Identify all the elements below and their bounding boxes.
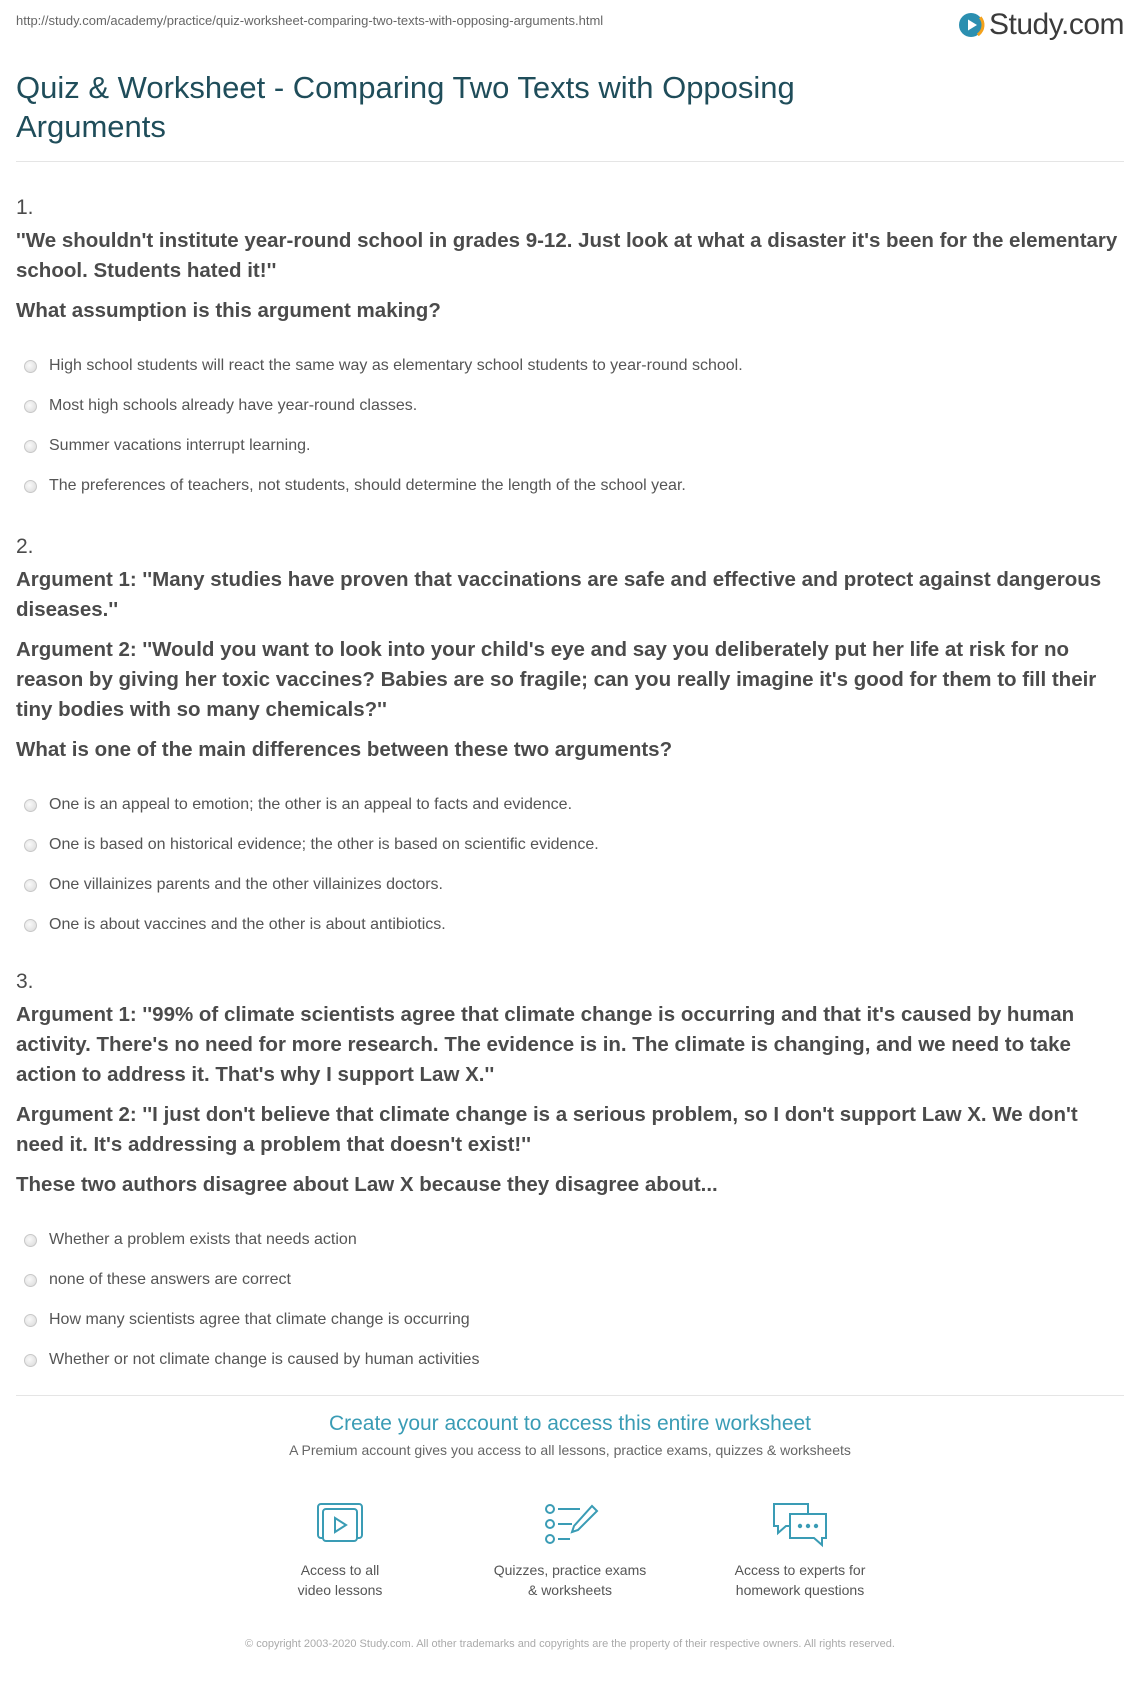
answer-option[interactable] bbox=[16, 1260, 1124, 1300]
answer-label: Whether a problem exists that needs action bbox=[49, 1231, 357, 1248]
question-text bbox=[16, 565, 1124, 765]
radio-button[interactable] bbox=[24, 1234, 37, 1247]
top-bar bbox=[16, 8, 1124, 42]
question-prompt: These two authors disagree about Law X because they disagree about... bbox=[16, 1173, 718, 1196]
radio-button[interactable] bbox=[24, 1274, 37, 1287]
question-number: 3. bbox=[16, 970, 34, 993]
answer-label: The preferences of teachers, not students, should determine the length of the school year. bbox=[49, 477, 686, 494]
answer-option[interactable] bbox=[16, 825, 1124, 865]
study-logo[interactable] bbox=[957, 8, 1124, 42]
answer-option[interactable] bbox=[16, 426, 1124, 466]
question-prompt: What assumption is this argument making? bbox=[16, 299, 441, 322]
radio-button[interactable] bbox=[24, 360, 37, 373]
question-1 bbox=[16, 196, 1124, 506]
answer-options bbox=[16, 346, 1124, 506]
answer-label: High school students will react the same way as elementary school students to year-round school. bbox=[49, 357, 743, 374]
feature-label bbox=[485, 1560, 655, 1600]
copyright-footer: © copyright 2003-2020 Study.com. All other trademarks and copyrights are the property of their respective owners. All rights reserved. bbox=[245, 1638, 895, 1650]
question-text bbox=[16, 226, 1124, 326]
feature-label-line1: Access to all bbox=[300, 1562, 380, 1578]
answer-option[interactable] bbox=[16, 865, 1124, 905]
question-number: 2. bbox=[16, 535, 34, 558]
page-title: Quiz & Worksheet - Comparing Two Texts with Opposing Arguments bbox=[16, 70, 795, 144]
radio-button[interactable] bbox=[24, 480, 37, 493]
feature-label-line2: video lessons bbox=[297, 1582, 383, 1598]
cta-divider bbox=[16, 1395, 1124, 1396]
answer-label: One is about vaccines and the other is about antibiotics. bbox=[49, 916, 446, 933]
feature-quizzes bbox=[485, 1500, 655, 1600]
radio-button[interactable] bbox=[24, 1354, 37, 1367]
answer-label: How many scientists agree that climate change is occurring bbox=[49, 1311, 470, 1328]
question-number: 1. bbox=[16, 196, 34, 219]
answer-options bbox=[16, 785, 1124, 945]
question-paragraph: Argument 2: ''I just don't believe that climate change is a serious problem, so I don't support Law X. We don't need it. It's addressing a problem that doesn't exist!'' bbox=[16, 1103, 1078, 1156]
question-paragraph: Argument 1: ''99% of climate scientists agree that climate change is occurring and that it's caused by human activity. There's no need for more research. The evidence is in. The climate is changing, and we need to take action to address it. That's why I support Law X.'' bbox=[16, 1003, 1075, 1086]
feature-label-line2: homework questions bbox=[735, 1582, 865, 1598]
question-3 bbox=[16, 970, 1124, 1380]
answer-option[interactable] bbox=[16, 346, 1124, 386]
answer-label: Whether or not climate change is caused by human activities bbox=[49, 1351, 480, 1368]
question-text bbox=[16, 1000, 1124, 1200]
quiz-checklist-icon bbox=[540, 1500, 600, 1550]
radio-button[interactable] bbox=[24, 919, 37, 932]
answer-label: none of these answers are correct bbox=[49, 1271, 291, 1288]
answer-label: Summer vacations interrupt learning. bbox=[49, 437, 311, 454]
answer-option[interactable] bbox=[16, 1220, 1124, 1260]
feature-label-line1: Access to experts for bbox=[734, 1562, 866, 1578]
answer-label: One is an appeal to emotion; the other is an appeal to facts and evidence. bbox=[49, 796, 573, 813]
logo-text: Study.com bbox=[989, 8, 1124, 41]
question-2 bbox=[16, 535, 1124, 945]
radio-button[interactable] bbox=[24, 1314, 37, 1327]
cta-subheading: A Premium account gives you access to all lessons, practice exams, quizzes & worksheets bbox=[289, 1442, 851, 1458]
feature-label bbox=[255, 1560, 425, 1600]
feature-experts bbox=[715, 1500, 885, 1600]
answer-label: Most high schools already have year-round classes. bbox=[49, 397, 418, 414]
feature-label-line1: Quizzes, practice exams bbox=[493, 1562, 647, 1578]
premium-features bbox=[0, 1500, 1140, 1600]
answer-options bbox=[16, 1220, 1124, 1380]
question-paragraph: Argument 2: ''Would you want to look into your child's eye and say you deliberately put her life at risk for no reason by giving her toxic vaccines? Babies are so fragile; can you really imagine it's good for them to fill their tiny bodies with so many chemicals?'' bbox=[16, 638, 1097, 721]
feature-label bbox=[715, 1560, 885, 1600]
question-prompt: What is one of the main differences between these two arguments? bbox=[16, 738, 673, 761]
answer-option[interactable] bbox=[16, 905, 1124, 945]
feature-label-line2: & worksheets bbox=[527, 1582, 613, 1598]
cta-heading[interactable]: Create your account to access this entire worksheet bbox=[328, 1412, 812, 1435]
answer-option[interactable] bbox=[16, 1340, 1124, 1380]
video-lessons-icon bbox=[310, 1500, 370, 1550]
answer-option[interactable] bbox=[16, 386, 1124, 426]
radio-button[interactable] bbox=[24, 879, 37, 892]
radio-button[interactable] bbox=[24, 400, 37, 413]
chat-bubbles-icon bbox=[770, 1500, 830, 1550]
answer-label: One is based on historical evidence; the other is based on scientific evidence. bbox=[49, 836, 599, 853]
answer-option[interactable] bbox=[16, 466, 1124, 506]
answer-option[interactable] bbox=[16, 1300, 1124, 1340]
signup-cta bbox=[0, 1412, 1140, 1458]
radio-button[interactable] bbox=[24, 440, 37, 453]
radio-button[interactable] bbox=[24, 839, 37, 852]
question-paragraph: ''We shouldn't institute year-round school in grades 9-12. Just look at what a disaster it's been for the elementary school. Students hated it!'' bbox=[16, 229, 1118, 282]
radio-button[interactable] bbox=[24, 799, 37, 812]
feature-video-lessons bbox=[255, 1500, 425, 1600]
question-paragraph: Argument 1: ''Many studies have proven that vaccinations are safe and effective and protect against dangerous diseases.'' bbox=[16, 568, 1102, 621]
page-url: http://study.com/academy/practice/quiz-worksheet-comparing-two-texts-with-opposing-arguments.html bbox=[16, 13, 604, 28]
answer-option[interactable] bbox=[16, 785, 1124, 825]
play-circle-logo-icon bbox=[957, 11, 985, 39]
title-divider bbox=[16, 161, 1124, 162]
answer-label: One villainizes parents and the other villainizes doctors. bbox=[49, 876, 443, 893]
